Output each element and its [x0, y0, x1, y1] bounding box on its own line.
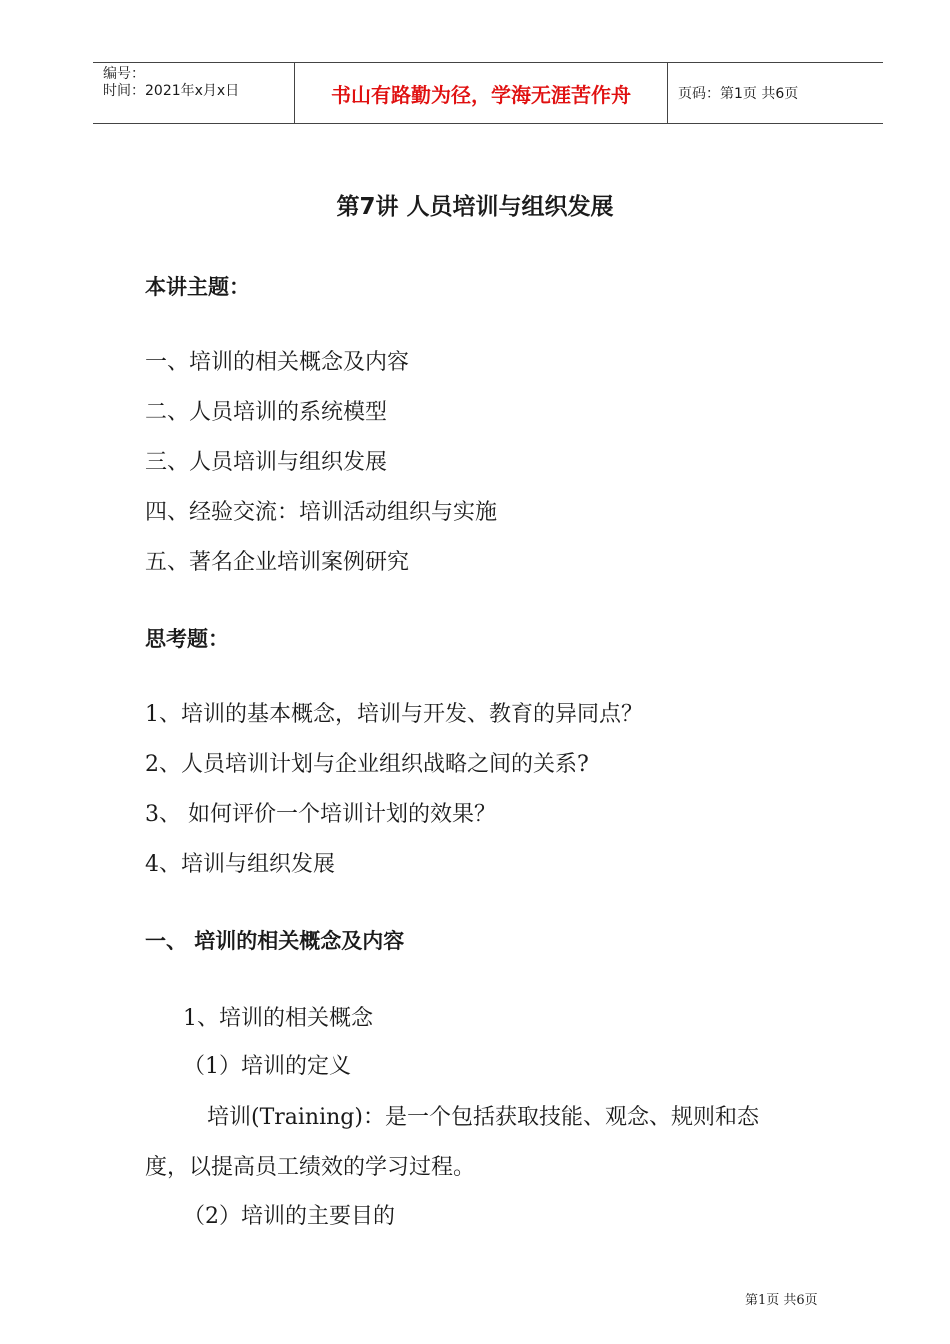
topic-item: 四、经验交流：培训活动组织与实施 — [145, 500, 498, 525]
header-page-info: 页码：第1页 共6页 — [678, 86, 799, 102]
question-item: 2、人员培训计划与企业组织战略之间的关系? — [145, 752, 589, 777]
question-item: 1、培训的基本概念，培训与开发、教育的异同点？ — [145, 702, 643, 727]
page-header — [93, 62, 883, 124]
topic-item: 一、培训的相关概念及内容 — [145, 350, 410, 375]
serial-label: 编号： — [103, 66, 145, 82]
questions-heading: 思考题： — [145, 627, 229, 651]
header-meta — [93, 63, 295, 123]
question-item: 3、 如何评价一个培训计划的效果？ — [145, 802, 496, 827]
page-footer: 第1页 共6页 — [745, 1293, 818, 1308]
paragraph-line: 度，以提高员工绩效的学习过程。 — [145, 1155, 476, 1180]
header-motto: 书山有路勤为径，学海无涯苦作舟 — [295, 63, 668, 123]
paragraph-line: 培训(Training)：是一个包括获取技能、观念、规则和态 — [207, 1105, 759, 1130]
topic-item: 三、人员培训与组织发展 — [145, 450, 388, 475]
question-item: 4、培训与组织发展 — [145, 852, 335, 877]
section-heading: 一、 培训的相关概念及内容 — [145, 929, 405, 953]
topic-item: 二、人员培训的系统模型 — [145, 400, 388, 425]
topics-heading: 本讲主题： — [145, 275, 250, 299]
document-title: 第7讲 人员培训与组织发展 — [336, 194, 614, 220]
subsubsection-heading: （2）培训的主要目的 — [183, 1204, 395, 1229]
subsubsection-heading: （1）培训的定义 — [183, 1054, 351, 1079]
time-label: 时间：2021年x月x日 — [103, 83, 240, 99]
subsection-heading: 1、培训的相关概念 — [183, 1006, 373, 1031]
topic-item: 五、著名企业培训案例研究 — [145, 550, 410, 575]
